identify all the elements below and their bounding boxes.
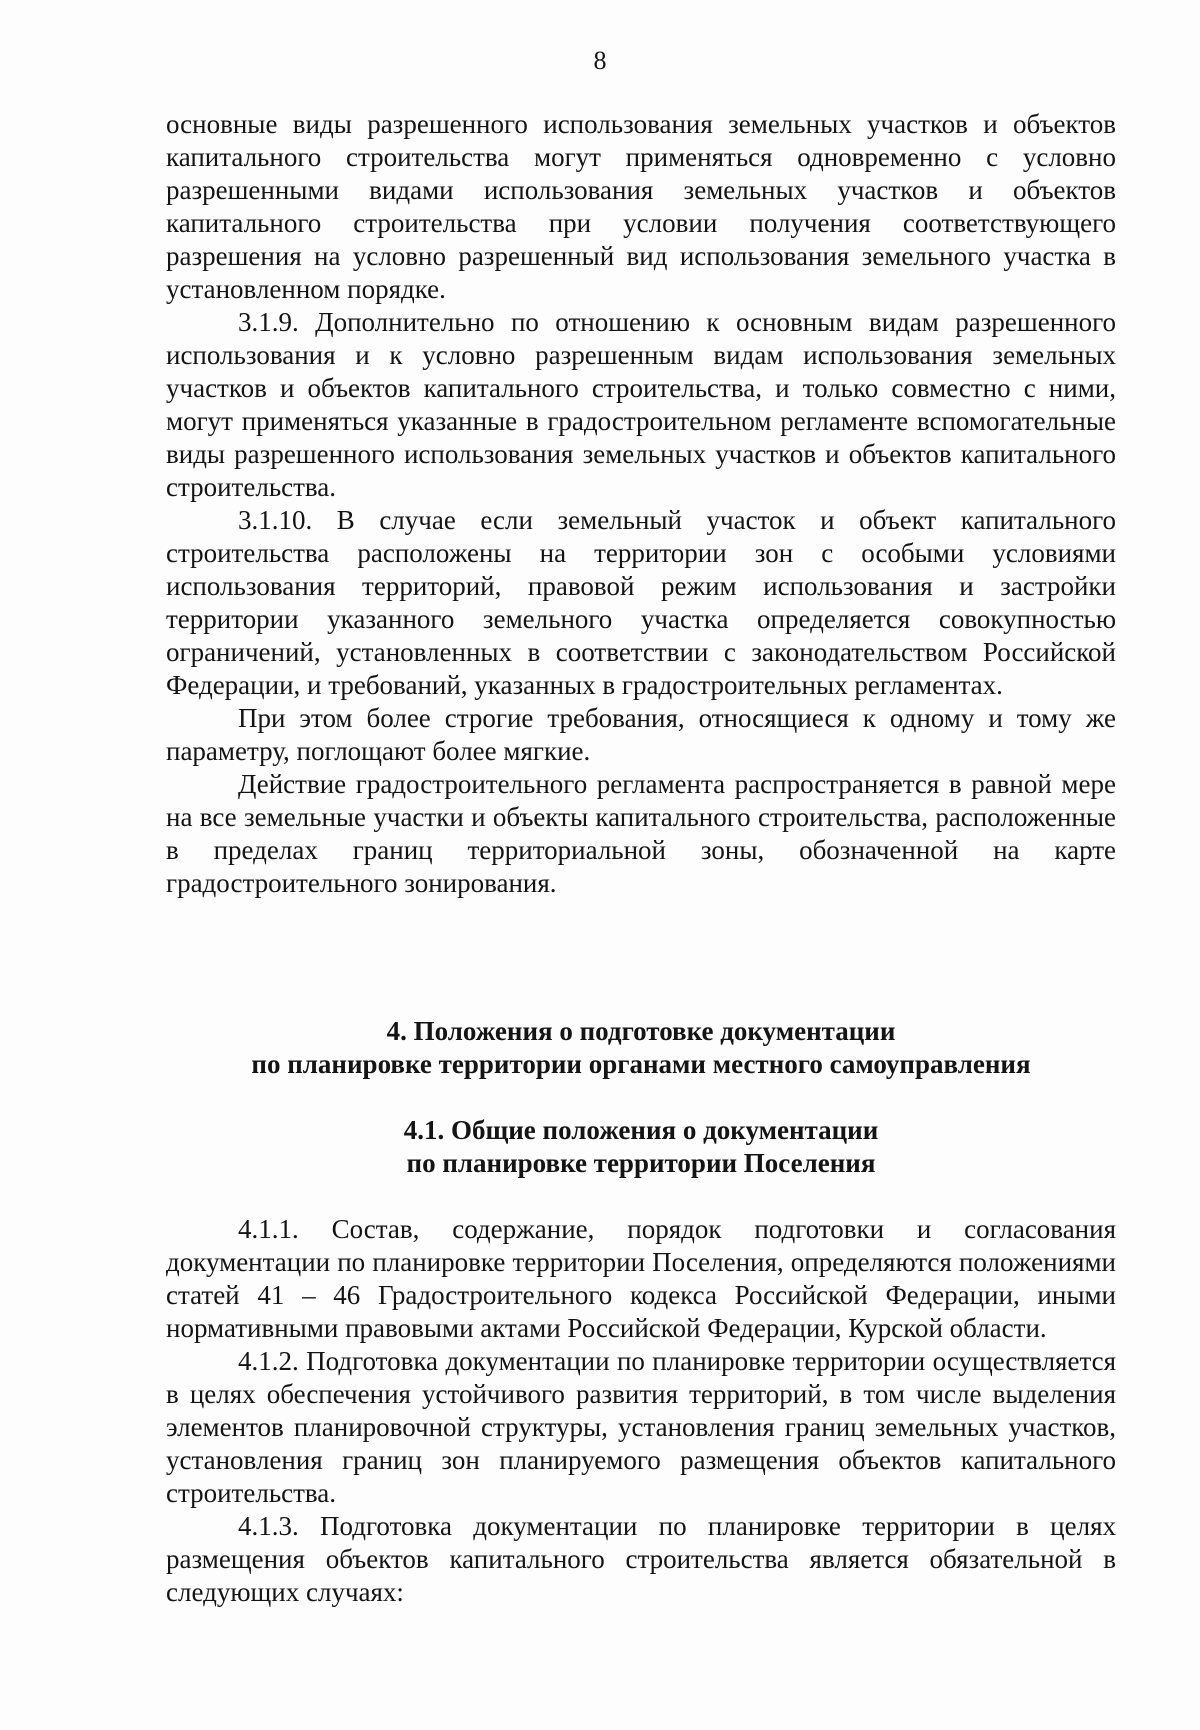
section-heading-4-1 bbox=[166, 1114, 1116, 1180]
body-text-upper bbox=[166, 108, 1116, 900]
page-number: 8 bbox=[593, 46, 607, 75]
section-heading-4-1-line-1: 4.1. Общие положения о документации bbox=[403, 1115, 879, 1145]
paragraph-3-1-10: 3.1.10. В случае если земельный участок и объект капитального строительства расположены на территории зон с особыми условиями использования территорий, правовой режим использования и застройки территории указанного земельного участка определяется совокупностью ограничений, установленных в соответствии с законодательством Российской Федерации, и требований, указанных в градостроительных регламентах. bbox=[166, 505, 1116, 700]
section-heading-4-line-1: 4. Положения о подготовке документации bbox=[386, 1016, 896, 1046]
paragraph-4-1-2: 4.1.2. Подготовка документации по планировке территории осуществляется в целях обеспечения устойчивого развития территорий, в том числе выделения элементов планировочной структуры, установления границ земельных участков, установления границ зон планируемого размещения объектов капитального строительства. bbox=[166, 1346, 1116, 1508]
paragraph-4-1-1: 4.1.1. Состав, содержание, порядок подготовки и согласования документации по планировке территории Поселения, определяются положениями статей 41 – 46 Градостроительного кодекса Российской Федерации, иными нормативными правовыми актами Российской Федерации, Курской области. bbox=[166, 1214, 1116, 1343]
paragraph-3-1-9: 3.1.9. Дополнительно по отношению к основным видам разрешенного использования и к условно разрешенным видам использования земельных участков и объектов капитального строительства, и только совместно с ними, могут применяться указанные в градостроительном регламенте вспомогательные виды разрешенного использования земельных участков и объектов капитального строительства. bbox=[166, 307, 1116, 502]
paragraph-4-1-3: 4.1.3. Подготовка документации по планировке территории в целях размещения объектов капитального строительства является обязательной в следующих случаях: bbox=[166, 1511, 1116, 1607]
section-heading-4 bbox=[166, 1015, 1116, 1081]
section-heading-4-line-2: по планировке территории органами местного самоуправления bbox=[251, 1049, 1031, 1079]
paragraph: основные виды разрешенного использования земельных участков и объектов капитального строительства могут применяться одновременно с условно разрешенными видами использования земельных участков и объектов капитального строительства при условии получения соответствующего разрешения на условно разрешенный вид использования земельного участка в установленном порядке. bbox=[166, 109, 1116, 304]
paragraph: Действие градостроительного регламента распространяется в равной мере на все земельные участки и объекты капитального строительства, расположенные в пределах границ территориальной зоны, обозначенной на карте градостроительного зонирования. bbox=[166, 769, 1116, 898]
section-heading-4-1-line-2: по планировке территории Поселения bbox=[406, 1148, 876, 1178]
body-text-lower bbox=[166, 1213, 1116, 1609]
paragraph: При этом более строгие требования, относящиеся к одному и тому же параметру, поглощают более мягкие. bbox=[166, 703, 1116, 766]
